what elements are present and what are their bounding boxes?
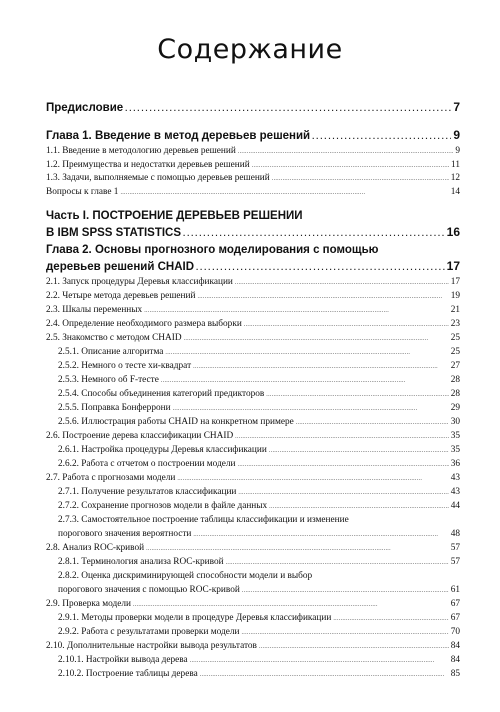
toc-entry-2-7-3-line-1[interactable] xyxy=(58,515,460,525)
toc-page-number: 84 xyxy=(450,655,460,665)
toc-entry-2-8-2-line-1[interactable] xyxy=(58,571,460,581)
toc-page-number: 7 xyxy=(453,100,460,114)
leader-dots xyxy=(244,322,449,328)
toc-entry-2-10[interactable] xyxy=(46,641,460,651)
toc-entry-2-7-3-line-2[interactable] xyxy=(58,529,460,539)
leader-dots xyxy=(238,490,448,496)
leader-dots xyxy=(133,602,449,608)
toc-page-number: 43 xyxy=(450,487,460,497)
toc-page-number: 11 xyxy=(451,160,460,170)
toc-page-number: 30 xyxy=(450,417,460,427)
leader-dots xyxy=(333,616,448,622)
toc-entry-2-4[interactable] xyxy=(46,319,460,329)
leader-dots xyxy=(177,476,448,482)
toc-page-number: 9 xyxy=(453,128,460,142)
toc-label: Предисловие xyxy=(46,102,124,114)
toc-label: 1.1. Введение в методологию деревьев решений xyxy=(46,146,236,156)
toc-entry-2-5-5[interactable] xyxy=(58,403,460,413)
toc-page-number: 23 xyxy=(450,319,460,329)
toc-label: Часть I. ПОСТРОЕНИЕ ДЕРЕВЬЕВ РЕШЕНИЙ xyxy=(46,210,303,222)
toc-label: 2.9.2. Работа с результатами проверки модели xyxy=(58,627,240,637)
toc-entry-2-5-6[interactable] xyxy=(58,417,460,427)
toc-entry-2-9-1[interactable] xyxy=(58,613,460,623)
toc-label: 2.10.2. Построение таблицы дерева xyxy=(58,669,198,679)
toc-label: 2.7.1. Получение результатов классификации xyxy=(58,487,237,497)
toc-label: 2.5.3. Немного об F-тесте xyxy=(58,375,159,385)
toc-label: порогового значения вероятности xyxy=(58,529,192,539)
toc-label: 2.5.4. Способы объединения категорий предикторов xyxy=(58,389,265,399)
toc-page-number: 16 xyxy=(446,225,460,239)
toc-page-number: 67 xyxy=(450,613,460,623)
toc-label: 2.8.2. Оценка дискриминирующей способности модели и выбор xyxy=(58,571,313,581)
toc-entry-2-7-2[interactable] xyxy=(58,501,460,511)
toc-entry-2-1[interactable] xyxy=(46,277,460,287)
toc-page-number: 44 xyxy=(450,501,460,511)
toc-entry-preface[interactable] xyxy=(46,100,460,114)
toc-page-number: 57 xyxy=(450,543,460,553)
toc-page-number: 17 xyxy=(446,259,460,273)
toc-page-number: 19 xyxy=(450,291,460,301)
toc-label: 2.1. Запуск процедуры Деревья классификации xyxy=(46,277,233,287)
toc-label: 2.6. Построение дерева классификации CHAID xyxy=(46,431,234,441)
toc-page-number: 21 xyxy=(450,305,460,315)
toc-entry-2-10-2[interactable] xyxy=(58,669,460,679)
toc-page-number: 27 xyxy=(450,361,460,371)
toc-label: Глава 2. Основы прогнозного моделирования с помощью xyxy=(46,244,379,256)
toc-page-number: 57 xyxy=(450,557,460,567)
toc-page-number: 9 xyxy=(455,146,460,156)
leader-dots xyxy=(266,392,448,398)
toc-label: 2.4. Определение необходимого размера выборки xyxy=(46,319,242,329)
leader-dots xyxy=(296,420,449,426)
leader-dots xyxy=(193,364,449,370)
toc-entry-2-5-3[interactable] xyxy=(58,375,460,385)
toc-label: порогового значения с помощью ROC-кривой xyxy=(58,585,240,595)
toc-page-number: 12 xyxy=(450,173,460,183)
toc-label: деревьев решений CHAID xyxy=(46,261,195,273)
toc-page-number: 85 xyxy=(450,669,460,679)
leader-dots xyxy=(196,263,445,272)
leader-dots xyxy=(241,630,448,636)
toc-label: 2.8.1. Терминология анализа ROC-кривой xyxy=(58,557,224,567)
toc-page-number: 43 xyxy=(450,473,460,483)
leader-dots xyxy=(146,546,449,552)
toc-page-number: 61 xyxy=(450,585,460,595)
toc-label: 1.3. Задачи, выполняемые с помощью деревьев решений xyxy=(46,173,270,183)
toc-entry-2-8[interactable] xyxy=(46,543,460,553)
toc-entry-2-6-1[interactable] xyxy=(58,445,460,455)
leader-dots xyxy=(269,448,449,454)
toc-entry-1-1[interactable] xyxy=(46,146,460,156)
leader-dots xyxy=(193,532,448,538)
toc-label: 2.2. Четыре метода деревьев решений xyxy=(46,291,196,301)
leader-dots xyxy=(226,560,449,566)
toc-label: 2.7.3. Самостоятельное построение таблицы классификации и изменение xyxy=(58,515,349,525)
toc-label: Вопросы к главе 1 xyxy=(46,187,119,197)
toc-page-number: 28 xyxy=(450,389,460,399)
page-title: Содержание xyxy=(157,34,343,65)
leader-dots xyxy=(272,176,449,182)
leader-dots xyxy=(120,190,448,196)
leader-dots xyxy=(183,229,445,238)
leader-dots xyxy=(184,336,449,342)
toc-entry-2-3[interactable] xyxy=(46,305,460,315)
toc-label: 2.9. Проверка модели xyxy=(46,599,131,609)
toc-label: 2.8. Анализ ROC-кривой xyxy=(46,543,145,553)
toc-label: В IBM SPSS STATISTICS xyxy=(46,227,182,239)
toc-label: 2.7.2. Сохранение прогнозов модели в файле данных xyxy=(58,501,268,511)
toc-page-number: 25 xyxy=(450,347,460,357)
toc-label: 2.6.1. Настройка процедуры Деревья классификации xyxy=(58,445,267,455)
leader-dots xyxy=(238,149,454,155)
toc-label: 2.10.1. Настройки вывода дерева xyxy=(58,655,188,665)
toc-entry-2-8-1[interactable] xyxy=(58,557,460,567)
toc-label: Глава 1. Введение в метод деревьев решений xyxy=(46,130,311,142)
toc-page-number: 48 xyxy=(450,529,460,539)
toc-label: 2.10. Дополнительные настройки вывода результатов xyxy=(46,641,257,651)
toc-page-number: 25 xyxy=(450,333,460,343)
toc-label: 2.7. Работа с прогнозами модели xyxy=(46,473,176,483)
toc-label: 2.5.2. Немного о тесте хи-квадрат xyxy=(58,361,192,371)
toc-entry-2-7-1[interactable] xyxy=(58,487,460,497)
toc-entry-2-5-1[interactable] xyxy=(58,347,460,357)
toc-page-number: 35 xyxy=(450,431,460,441)
toc-page-number: 36 xyxy=(450,459,460,469)
toc-label: 2.5.5. Поправка Бонферрони xyxy=(58,403,171,413)
leader-dots xyxy=(235,280,449,286)
leader-dots xyxy=(238,462,449,468)
toc-page-number: 70 xyxy=(450,627,460,637)
toc-label: 2.6.2. Работа с отчетом о построении модели xyxy=(58,459,236,469)
toc-entry-part-1-line-2[interactable] xyxy=(46,225,460,239)
toc-entry-2-8-2-line-2[interactable] xyxy=(58,585,460,595)
toc-entry-part-1-line-1[interactable] xyxy=(46,210,460,222)
toc-entry-2-6-2[interactable] xyxy=(58,459,460,469)
toc-entry-2-5[interactable] xyxy=(46,333,460,343)
leader-dots xyxy=(242,588,449,594)
leader-dots xyxy=(197,294,448,300)
leader-dots xyxy=(125,104,451,113)
toc-entry-2-5-4[interactable] xyxy=(58,389,460,399)
toc-page-number: 14 xyxy=(450,187,460,197)
toc-label: 2.5.6. Иллюстрация работы CHAID на конкретном примере xyxy=(58,417,294,427)
toc-page-number: 28 xyxy=(450,375,460,385)
leader-dots xyxy=(173,406,449,412)
toc-page-number: 84 xyxy=(450,641,460,651)
toc-entry-1-2[interactable] xyxy=(46,160,460,170)
toc-page-number: 17 xyxy=(450,277,460,287)
toc-entry-2-6[interactable] xyxy=(46,431,460,441)
leader-dots xyxy=(200,672,449,678)
toc-entry-chapter-2-line-2[interactable] xyxy=(46,259,460,273)
toc-entry-questions-1[interactable] xyxy=(46,187,460,197)
toc-entry-chapter-2-line-1[interactable] xyxy=(46,244,460,256)
toc-label: 2.5.1. Описание алгоритма xyxy=(58,347,164,357)
toc-page-number: 35 xyxy=(450,445,460,455)
toc-entry-2-2[interactable] xyxy=(46,291,460,301)
toc-entry-2-10-1[interactable] xyxy=(58,655,460,665)
leader-dots xyxy=(161,378,449,384)
toc-entry-2-7[interactable] xyxy=(46,473,460,483)
leader-dots xyxy=(235,434,449,440)
toc-page-number: 29 xyxy=(450,403,460,413)
toc-entry-1-3[interactable] xyxy=(46,173,460,183)
toc-label: 1.2. Преимущества и недостатки деревьев решений xyxy=(46,160,250,170)
leader-dots xyxy=(312,132,451,141)
leader-dots xyxy=(252,163,449,169)
toc-entry-2-9[interactable] xyxy=(46,599,460,609)
toc-entry-2-5-2[interactable] xyxy=(58,361,460,371)
leader-dots xyxy=(165,350,448,356)
toc-entry-chapter-1[interactable] xyxy=(46,128,460,142)
leader-dots xyxy=(190,658,449,664)
toc-label: 2.9.1. Методы проверки модели в процедуре Деревья классификации xyxy=(58,613,332,623)
leader-dots xyxy=(144,308,449,314)
leader-dots xyxy=(259,644,449,650)
toc-entry-2-9-2[interactable] xyxy=(58,627,460,637)
toc-page-number: 67 xyxy=(450,599,460,609)
toc-label: 2.5. Знакомство с методом CHAID xyxy=(46,333,182,343)
leader-dots xyxy=(269,504,449,510)
toc-label: 2.3. Шкалы переменных xyxy=(46,305,143,315)
